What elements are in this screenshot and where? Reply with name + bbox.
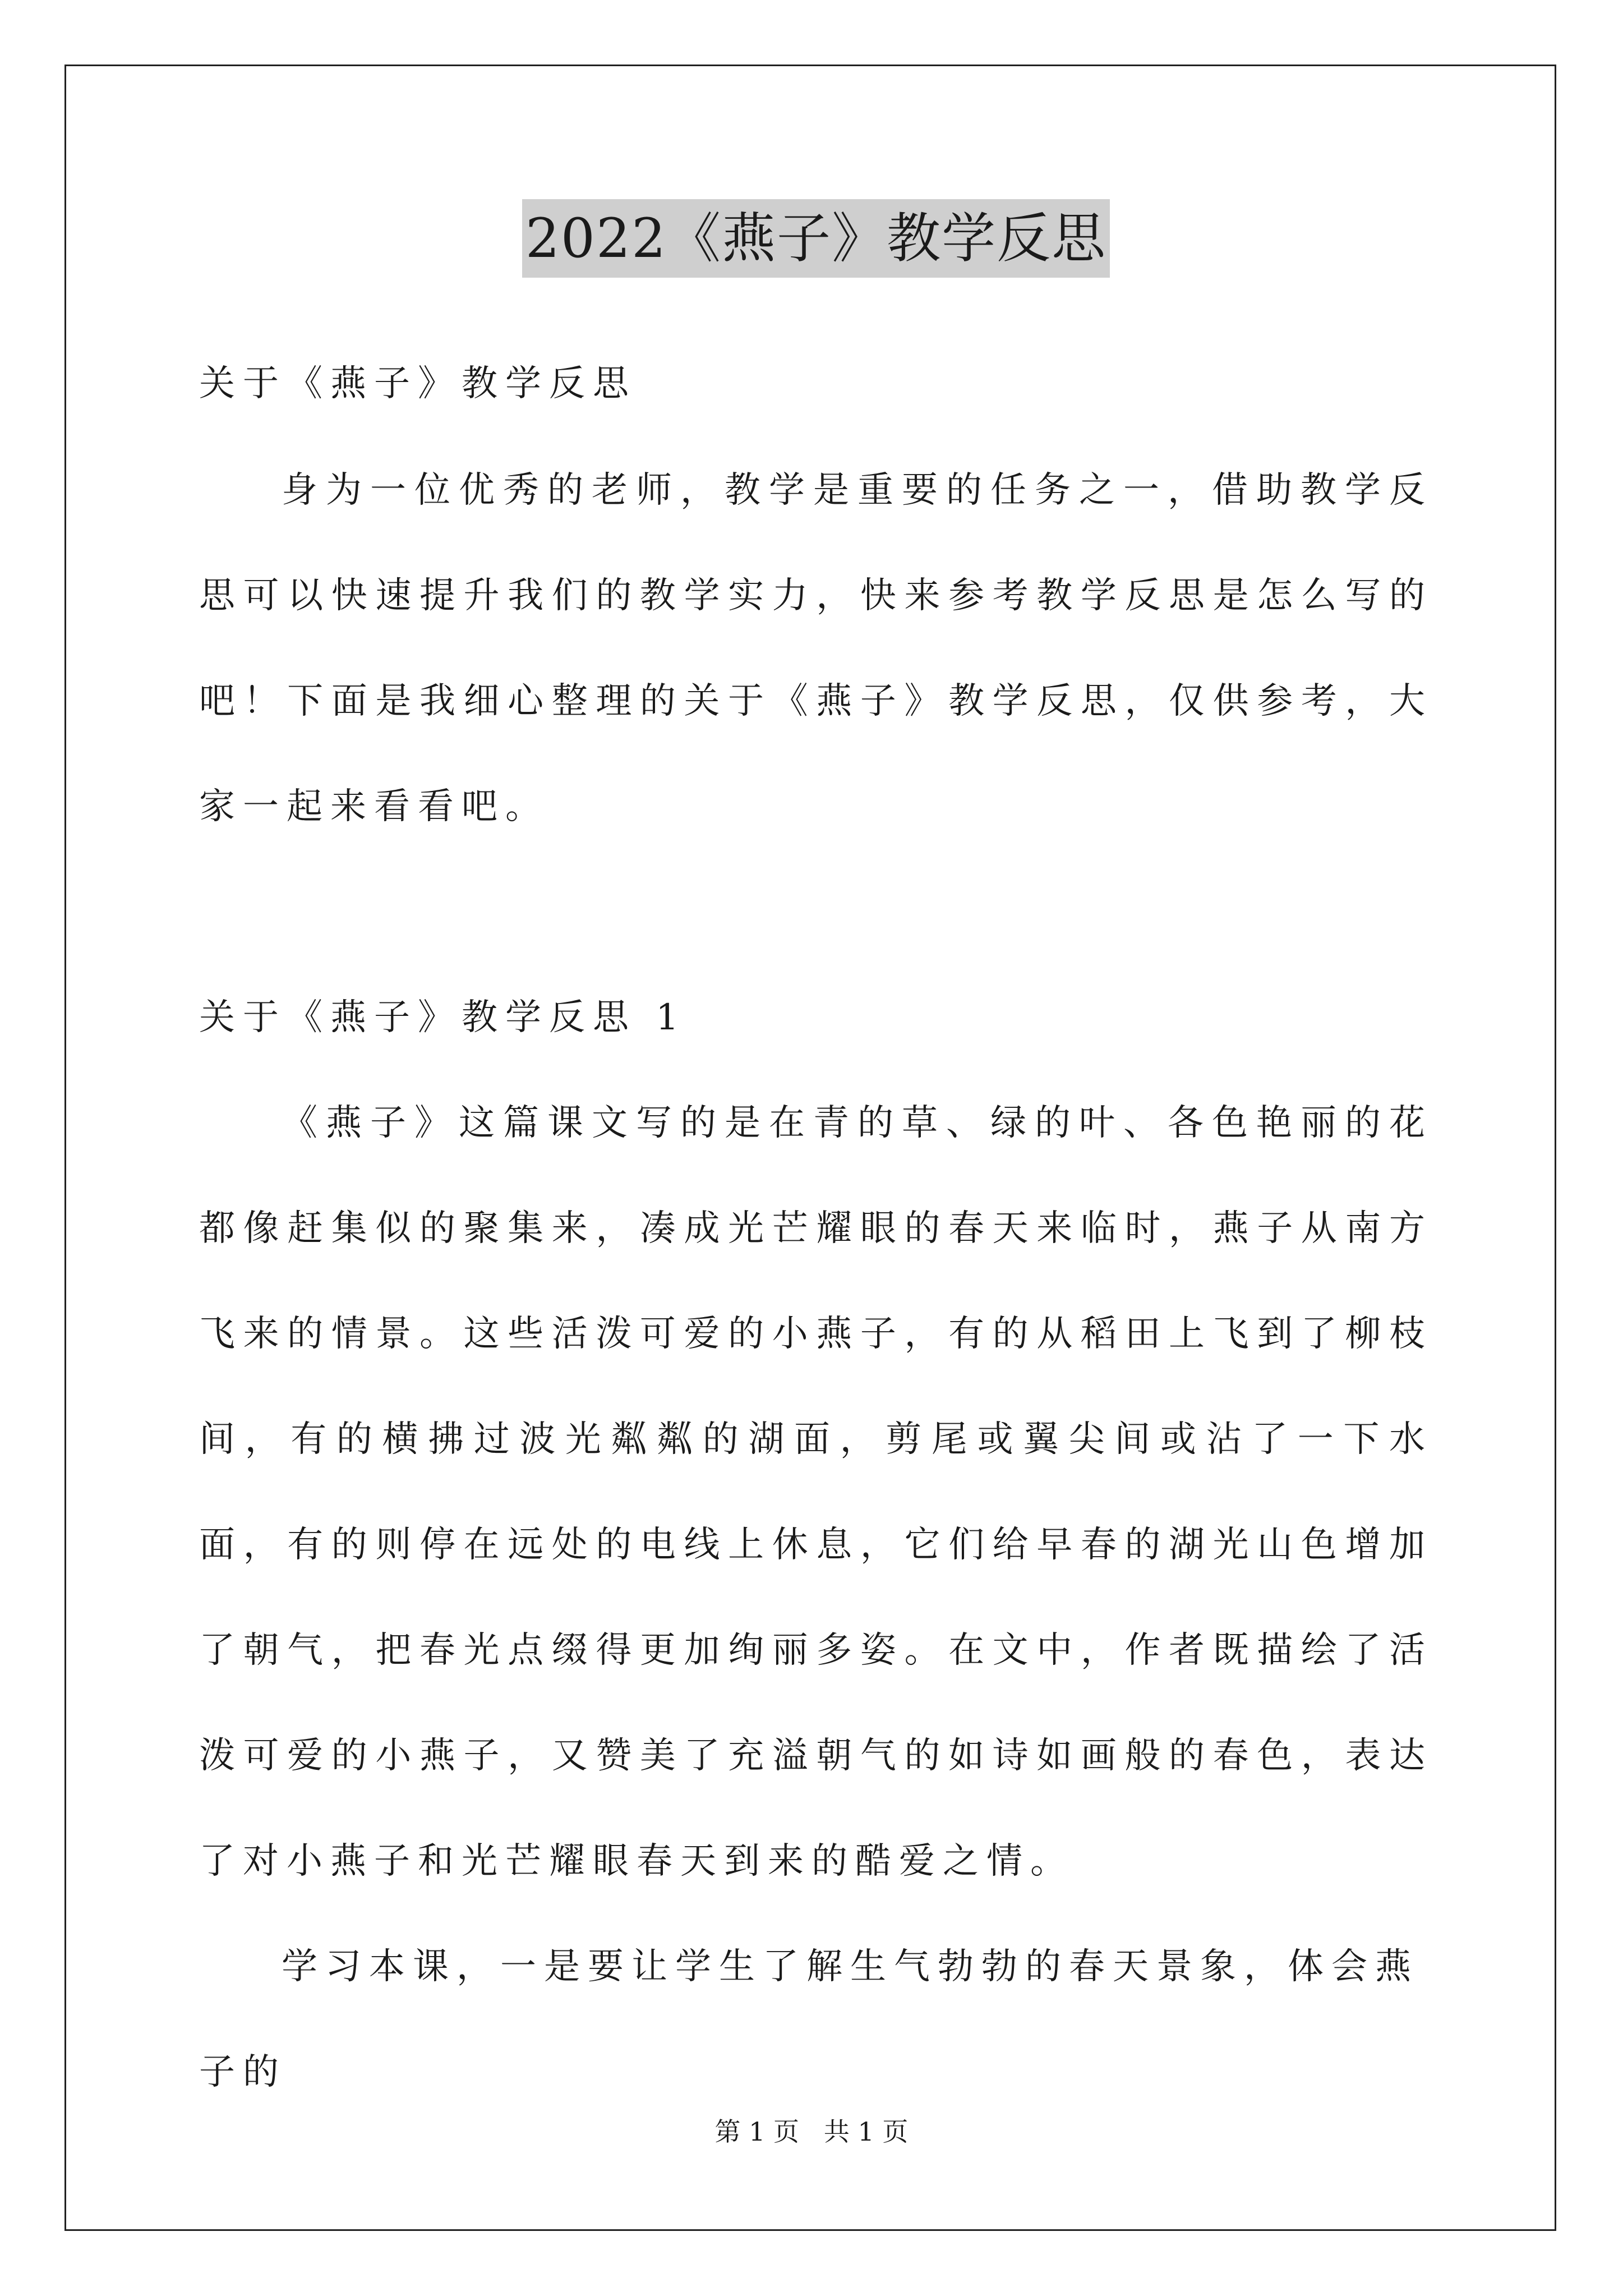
section-heading-1: 关于《燕子》教学反思 1 [199,997,687,1038]
document-body [199,199,1433,2125]
title-container [199,199,1433,283]
section-1-paragraph-2: 学习本课，一是要让学生了解生气勃勃的春天景象，体会燕子的 [199,1946,1419,2093]
document-title: 2022《燕子》教学反思 [522,199,1110,278]
section-1-paragraph-1: 《燕子》这篇课文写的是在青的草、绿的叶、各色艳丽的花都像赶集似的聚集来，凑成光芒耀眼的春天来临时，燕子从南方飞来的情景。这些活泼可爱的小燕子，有的从稻田上飞到了柳枝间，有的横拂过波光粼粼的湖面，剪尾或翼尖间或沾了一下水面，有的则停在远处的电线上休息，它们给早春的湖光山色增加了朝气，把春光点缀得更加绚丽多姿。在文中，作者既描绘了活泼可爱的小燕子，又赞美了充溢朝气的如诗如画般的春色，表达了对小燕子和光芒耀眼春天到来的酷爱之情。 [199,1102,1433,1882]
page-footer: 第 1 页 共 1 页 [714,2116,909,2147]
intro-paragraph: 身为一位优秀的老师，教学是重要的任务之一，借助教学反思可以快速提升我们的教学实力，快来参考教学反思是怎么写的吧！下面是我细心整理的关于《燕子》教学反思，仅供参考，大家一起来看看吧。 [199,470,1433,827]
section-heading-intro: 关于《燕子》教学反思 [199,363,637,404]
